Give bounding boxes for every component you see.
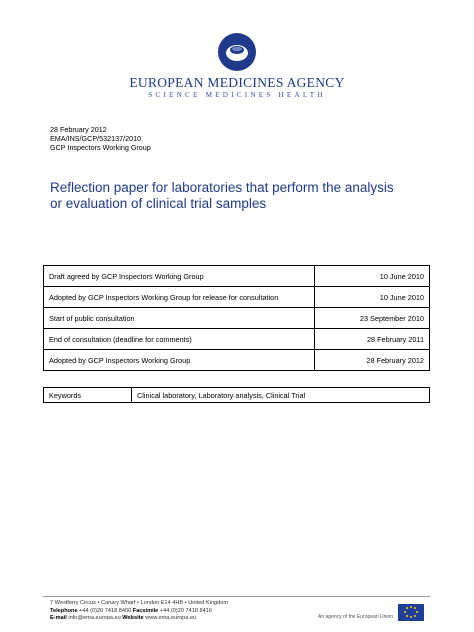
table-row: [44, 287, 430, 308]
history-label: Draft agreed by GCP Inspectors Working Group: [44, 266, 315, 287]
history-label: Adopted by GCP Inspectors Working Group: [44, 350, 315, 371]
telephone-label: Telephone: [50, 607, 78, 614]
facsimile-label: Facsimile: [132, 607, 159, 614]
website-link[interactable]: www.ema.europa.eu: [145, 615, 197, 621]
document-group: GCP Inspectors Working Group: [50, 143, 151, 152]
keywords-label: Keywords: [44, 388, 132, 403]
table-row: [44, 329, 430, 350]
eu-flag-icon: [398, 604, 424, 621]
table-row: [44, 388, 430, 403]
title-line-2: or evaluation of clinical trial samples: [50, 196, 267, 211]
table-row: [44, 308, 430, 329]
footer-phone-line: [50, 608, 228, 616]
telephone-value: +44 (0)20 7418 8400: [79, 607, 132, 614]
agency-tagline: SCIENCE MEDICINES HEALTH: [148, 91, 326, 99]
keywords-table: [43, 387, 430, 403]
history-date: 23 September 2010: [315, 308, 430, 329]
ema-logo: [0, 32, 474, 72]
history-label: Adopted by GCP Inspectors Working Group for release for consultation: [44, 287, 315, 308]
footer-divider: [43, 596, 430, 597]
agency-note: An agency of the European Union: [318, 614, 394, 620]
document-meta: [50, 125, 151, 152]
history-label: Start of public consultation: [44, 308, 315, 329]
history-date: 10 June 2010: [315, 287, 430, 308]
website-label: Website: [122, 615, 144, 621]
ema-logo-icon: [217, 32, 257, 72]
footer-contact: [50, 600, 228, 623]
email-label: E-mail: [50, 615, 67, 621]
history-date: 28 February 2012: [315, 350, 430, 371]
document-date: 28 February 2012: [50, 125, 107, 134]
document-history-table: [43, 265, 430, 371]
history-label: End of consultation (deadline for comments): [44, 329, 315, 350]
table-row: [44, 350, 430, 371]
history-date: 28 February 2011: [315, 329, 430, 350]
document-title: [50, 180, 450, 212]
footer-web-line: [50, 615, 228, 623]
keywords-value: Clinical laboratory, Laboratory analysis, Clinical Trial: [132, 388, 430, 403]
email-link[interactable]: info@ema.europa.eu: [68, 615, 121, 621]
history-date: 10 June 2010: [315, 266, 430, 287]
facsimile-value: +44 (0)20 7418 8416: [159, 607, 212, 614]
table-row: [44, 266, 430, 287]
document-reference: EMA/INS/GCP/532137/2010: [50, 134, 142, 143]
agency-name: EUROPEAN MEDICINES AGENCY: [129, 75, 345, 90]
footer-address: 7 Westferry Circus • Canary Wharf • London E14 4HB • United Kingdom: [50, 600, 229, 606]
title-line-1: Reflection paper for laboratories that perform the analysis: [50, 180, 394, 195]
